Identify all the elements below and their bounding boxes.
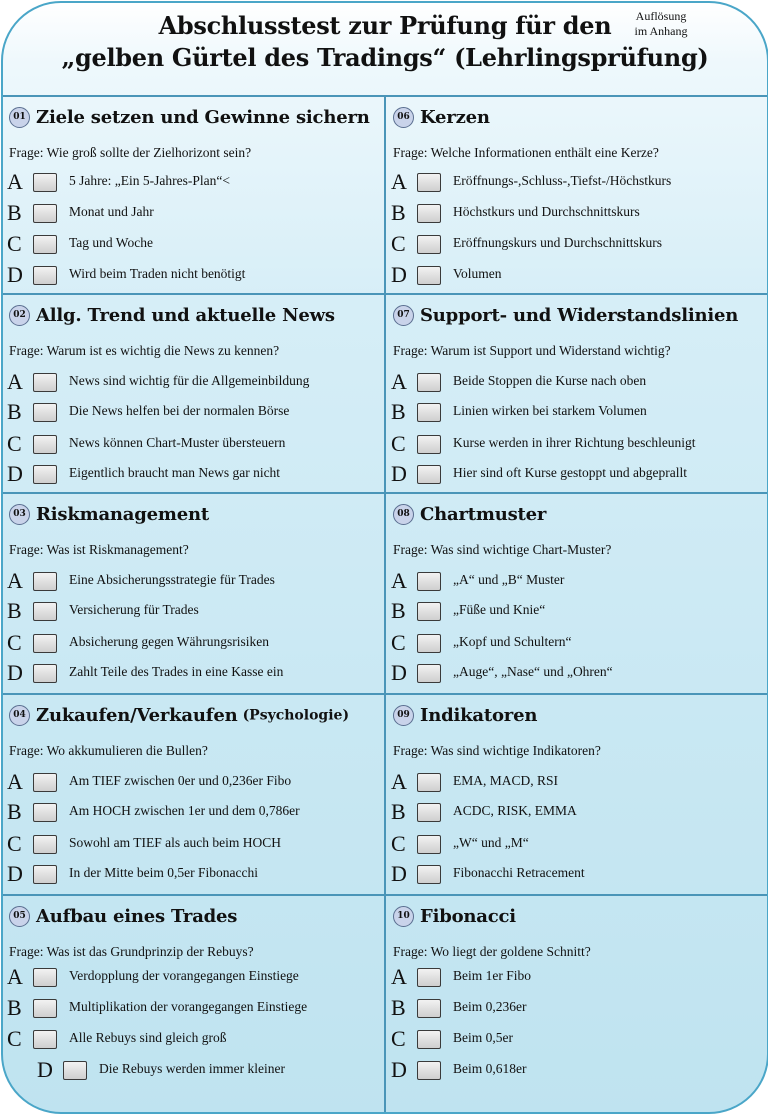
section-title: Ziele setzen und Gewinne sichern bbox=[36, 107, 370, 128]
answer-checkbox[interactable] bbox=[417, 373, 441, 392]
answer-checkbox[interactable] bbox=[33, 266, 57, 285]
section-number-badge: 07 bbox=[393, 305, 414, 326]
answer-checkbox[interactable] bbox=[33, 204, 57, 223]
answer-checkbox[interactable] bbox=[33, 572, 57, 591]
answer-text: Verdopplung der vorangegangen Einstiege bbox=[69, 968, 299, 983]
answer-checkbox[interactable] bbox=[417, 968, 441, 987]
answer-text: Beim 0,236er bbox=[453, 999, 527, 1014]
answer-letter: A bbox=[391, 769, 407, 794]
answer-text: Beim 0,5er bbox=[453, 1030, 513, 1045]
answer-text: Die Rebuys werden immer kleiner bbox=[99, 1061, 285, 1076]
section-title: Chartmuster bbox=[420, 504, 547, 525]
section-number-badge: 10 bbox=[393, 906, 414, 927]
answer-letter: D bbox=[391, 1057, 407, 1082]
answer-text: Versicherung für Trades bbox=[69, 602, 199, 617]
section-header bbox=[393, 305, 738, 329]
solution-note bbox=[615, 9, 707, 39]
answer-letter: A bbox=[7, 369, 23, 394]
answer-checkbox[interactable] bbox=[417, 435, 441, 454]
answer-text: Höchstkurs und Durchschnittskurs bbox=[453, 204, 640, 219]
question-section bbox=[3, 695, 383, 891]
answer-letter: C bbox=[391, 231, 406, 256]
section-header bbox=[393, 906, 516, 930]
answer-text: „W“ und „M“ bbox=[453, 835, 529, 850]
quiz-sheet bbox=[1, 1, 768, 1114]
answer-text: 5 Jahre: „Ein 5-Jahres-Plan“< bbox=[69, 173, 230, 188]
answer-letter: D bbox=[37, 1057, 53, 1082]
question-text: Frage: Wie groß sollte der Zielhorizont sein? bbox=[9, 145, 252, 160]
answer-checkbox[interactable] bbox=[33, 835, 57, 854]
answer-text: Eröffnungskurs und Durchschnittskurs bbox=[453, 235, 662, 250]
answer-text: Alle Rebuys sind gleich groß bbox=[69, 1030, 227, 1045]
answer-checkbox[interactable] bbox=[33, 403, 57, 422]
answer-text: Die News helfen bei der normalen Börse bbox=[69, 403, 290, 418]
answer-letter: C bbox=[391, 831, 406, 856]
answer-letter: A bbox=[391, 568, 407, 593]
answer-letter: B bbox=[391, 399, 406, 424]
answer-text: Am TIEF zwischen 0er und 0,236er Fibo bbox=[69, 773, 292, 788]
answer-text: News sind wichtig für die Allgemeinbildung bbox=[69, 373, 310, 388]
answer-checkbox[interactable] bbox=[33, 634, 57, 653]
answer-checkbox[interactable] bbox=[417, 803, 441, 822]
section-title: Aufbau eines Trades bbox=[36, 906, 238, 927]
section-subtitle: (Psychologie) bbox=[242, 707, 350, 724]
answer-text: Am HOCH zwischen 1er und dem 0,786er bbox=[69, 803, 300, 818]
answer-checkbox[interactable] bbox=[417, 266, 441, 285]
section-number-badge: 08 bbox=[393, 504, 414, 525]
answer-checkbox[interactable] bbox=[63, 1061, 87, 1080]
answer-letter: B bbox=[391, 200, 406, 225]
section-title: Support- und Widerstandslinien bbox=[420, 305, 739, 326]
question-text: Frage: Wo akkumulieren die Bullen? bbox=[9, 743, 208, 758]
column-divider bbox=[384, 95, 386, 1112]
page-title-line1: Abschlusstest zur Prüfung für den bbox=[158, 11, 612, 40]
answer-text: Beim 0,618er bbox=[453, 1061, 527, 1076]
answer-letter: D bbox=[391, 461, 407, 486]
answer-letter: C bbox=[7, 630, 22, 655]
answer-letter: B bbox=[7, 598, 22, 623]
question-section bbox=[387, 97, 767, 293]
section-number-badge: 02 bbox=[9, 305, 30, 326]
answer-letter: A bbox=[7, 568, 23, 593]
section-number-badge: 01 bbox=[9, 107, 30, 128]
answer-checkbox[interactable] bbox=[33, 1030, 57, 1049]
answer-letter: A bbox=[7, 769, 23, 794]
question-text: Frage: Was ist das Grundprinzip der Rebuys? bbox=[9, 944, 254, 959]
answer-checkbox[interactable] bbox=[417, 1030, 441, 1049]
answer-letter: B bbox=[7, 399, 22, 424]
answer-letter: B bbox=[7, 799, 22, 824]
answer-checkbox[interactable] bbox=[417, 634, 441, 653]
answer-text: Zahlt Teile des Trades in eine Kasse ein bbox=[69, 664, 284, 679]
question-section bbox=[3, 295, 383, 491]
answer-letter: C bbox=[391, 1026, 406, 1051]
answer-checkbox[interactable] bbox=[417, 572, 441, 591]
answer-text: Multiplikation der vorangegangen Einstiege bbox=[69, 999, 308, 1014]
answer-text: Tag und Woche bbox=[69, 235, 153, 250]
solution-note-line2: im Anhang bbox=[634, 24, 688, 38]
question-text: Frage: Was sind wichtige Indikatoren? bbox=[393, 743, 601, 758]
section-title: Allg. Trend und aktuelle News bbox=[36, 305, 335, 326]
answer-checkbox[interactable] bbox=[417, 999, 441, 1018]
answer-letter: C bbox=[7, 831, 22, 856]
section-header bbox=[393, 504, 546, 528]
question-section bbox=[387, 494, 767, 690]
answer-checkbox[interactable] bbox=[33, 865, 57, 884]
answer-letter: C bbox=[391, 431, 406, 456]
section-header bbox=[9, 906, 237, 930]
question-text: Frage: Was ist Riskmanagement? bbox=[9, 542, 189, 557]
answer-text: Eine Absicherungsstrategie für Trades bbox=[69, 572, 275, 587]
answer-checkbox[interactable] bbox=[417, 865, 441, 884]
answer-checkbox[interactable] bbox=[417, 835, 441, 854]
answer-letter: B bbox=[7, 995, 22, 1020]
solution-note-line1: Auflösung bbox=[635, 9, 687, 23]
answer-text: News können Chart-Muster übersteuern bbox=[69, 435, 286, 450]
answer-letter: D bbox=[7, 262, 23, 287]
header bbox=[3, 3, 767, 95]
section-title: Zukaufen/Verkaufen bbox=[36, 705, 238, 726]
answer-letter: B bbox=[391, 995, 406, 1020]
answer-checkbox[interactable] bbox=[417, 664, 441, 683]
answer-letter: A bbox=[7, 169, 23, 194]
answer-text: Eigentlich braucht man News gar nicht bbox=[69, 465, 281, 480]
section-header bbox=[9, 305, 335, 329]
answer-checkbox[interactable] bbox=[33, 465, 57, 484]
answer-checkbox[interactable] bbox=[33, 373, 57, 392]
answer-text: Monat und Jahr bbox=[69, 204, 154, 219]
answer-letter: D bbox=[391, 660, 407, 685]
answer-text: Kurse werden in ihrer Richtung beschleunigt bbox=[453, 435, 696, 450]
answer-checkbox[interactable] bbox=[33, 803, 57, 822]
answer-checkbox[interactable] bbox=[417, 465, 441, 484]
answer-letter: B bbox=[391, 598, 406, 623]
section-title: Indikatoren bbox=[420, 705, 538, 726]
answer-text: In der Mitte beim 0,5er Fibonacchi bbox=[69, 865, 258, 880]
answer-checkbox[interactable] bbox=[33, 664, 57, 683]
question-section bbox=[3, 494, 383, 690]
question-section bbox=[387, 896, 767, 1092]
answer-letter: B bbox=[7, 200, 22, 225]
answer-checkbox[interactable] bbox=[33, 602, 57, 621]
section-header bbox=[393, 705, 537, 729]
answer-text: „A“ und „B“ Muster bbox=[453, 572, 565, 587]
answer-text: „Kopf und Schultern“ bbox=[453, 634, 572, 649]
section-header bbox=[393, 107, 490, 131]
answer-letter: A bbox=[391, 369, 407, 394]
section-title: Kerzen bbox=[420, 107, 490, 128]
answer-checkbox[interactable] bbox=[417, 602, 441, 621]
answer-letter: D bbox=[391, 262, 407, 287]
answer-checkbox[interactable] bbox=[417, 173, 441, 192]
answer-text: Beim 1er Fibo bbox=[453, 968, 531, 983]
answer-letter: A bbox=[391, 964, 407, 989]
section-header bbox=[9, 705, 349, 729]
answer-text: „Auge“, „Nase“ und „Ohren“ bbox=[453, 664, 613, 679]
answer-letter: D bbox=[391, 861, 407, 886]
section-number-badge: 05 bbox=[9, 906, 30, 927]
section-header bbox=[9, 107, 370, 131]
answer-checkbox[interactable] bbox=[33, 968, 57, 987]
page-title-line2: „gelben Gürtel des Tradings“ (Lehrlingsprüfung) bbox=[61, 43, 709, 72]
answer-text: Wird beim Traden nicht benötigt bbox=[69, 266, 246, 281]
answer-text: Beide Stoppen die Kurse nach oben bbox=[453, 373, 647, 388]
answer-text: ACDC, RISK, EMMA bbox=[453, 803, 577, 818]
question-section bbox=[3, 97, 383, 293]
answer-letter: A bbox=[391, 169, 407, 194]
question-section bbox=[387, 295, 767, 491]
answer-text: Absicherung gegen Währungsrisiken bbox=[69, 634, 269, 649]
answer-text: Linien wirken bei starkem Volumen bbox=[453, 403, 647, 418]
answer-letter: C bbox=[7, 431, 22, 456]
answer-letter: D bbox=[7, 461, 23, 486]
answer-letter: D bbox=[7, 660, 23, 685]
question-text: Frage: Warum ist es wichtig die News zu kennen? bbox=[9, 343, 280, 358]
question-section bbox=[3, 896, 383, 1092]
answer-text: Eröffnungs-,Schluss-,Tiefst-/Höchstkurs bbox=[453, 173, 672, 188]
answer-checkbox[interactable] bbox=[417, 1061, 441, 1080]
answer-checkbox[interactable] bbox=[33, 435, 57, 454]
answer-checkbox[interactable] bbox=[33, 999, 57, 1018]
answer-letter: C bbox=[7, 231, 22, 256]
answer-checkbox[interactable] bbox=[417, 235, 441, 254]
question-text: Frage: Wo liegt der goldene Schnitt? bbox=[393, 944, 591, 959]
answer-checkbox[interactable] bbox=[417, 403, 441, 422]
answer-text: Sowohl am TIEF als auch beim HOCH bbox=[69, 835, 281, 850]
answer-text: „Füße und Knie“ bbox=[453, 602, 546, 617]
answer-letter: C bbox=[7, 1026, 22, 1051]
section-title: Riskmanagement bbox=[36, 504, 209, 525]
answer-text: Hier sind oft Kurse gestoppt und abgeprallt bbox=[453, 465, 687, 480]
question-text: Frage: Was sind wichtige Chart-Muster? bbox=[393, 542, 612, 557]
section-number-badge: 03 bbox=[9, 504, 30, 525]
question-text: Frage: Warum ist Support und Widerstand wichtig? bbox=[393, 343, 671, 358]
answer-letter: B bbox=[391, 799, 406, 824]
section-number-badge: 06 bbox=[393, 107, 414, 128]
section-header bbox=[9, 504, 209, 528]
section-title: Fibonacci bbox=[420, 906, 516, 927]
answer-checkbox[interactable] bbox=[417, 204, 441, 223]
answer-text: Fibonacchi Retracement bbox=[453, 865, 585, 880]
section-number-badge: 04 bbox=[9, 705, 30, 726]
section-number-badge: 09 bbox=[393, 705, 414, 726]
answer-letter: D bbox=[7, 861, 23, 886]
answer-checkbox[interactable] bbox=[33, 235, 57, 254]
question-section bbox=[387, 695, 767, 891]
answer-letter: A bbox=[7, 964, 23, 989]
answer-checkbox[interactable] bbox=[417, 773, 441, 792]
answer-text: EMA, MACD, RSI bbox=[453, 773, 559, 788]
answer-letter: C bbox=[391, 630, 406, 655]
answer-checkbox[interactable] bbox=[33, 773, 57, 792]
answer-text: Volumen bbox=[453, 266, 502, 281]
question-text: Frage: Welche Informationen enthält eine Kerze? bbox=[393, 145, 659, 160]
answer-checkbox[interactable] bbox=[33, 173, 57, 192]
